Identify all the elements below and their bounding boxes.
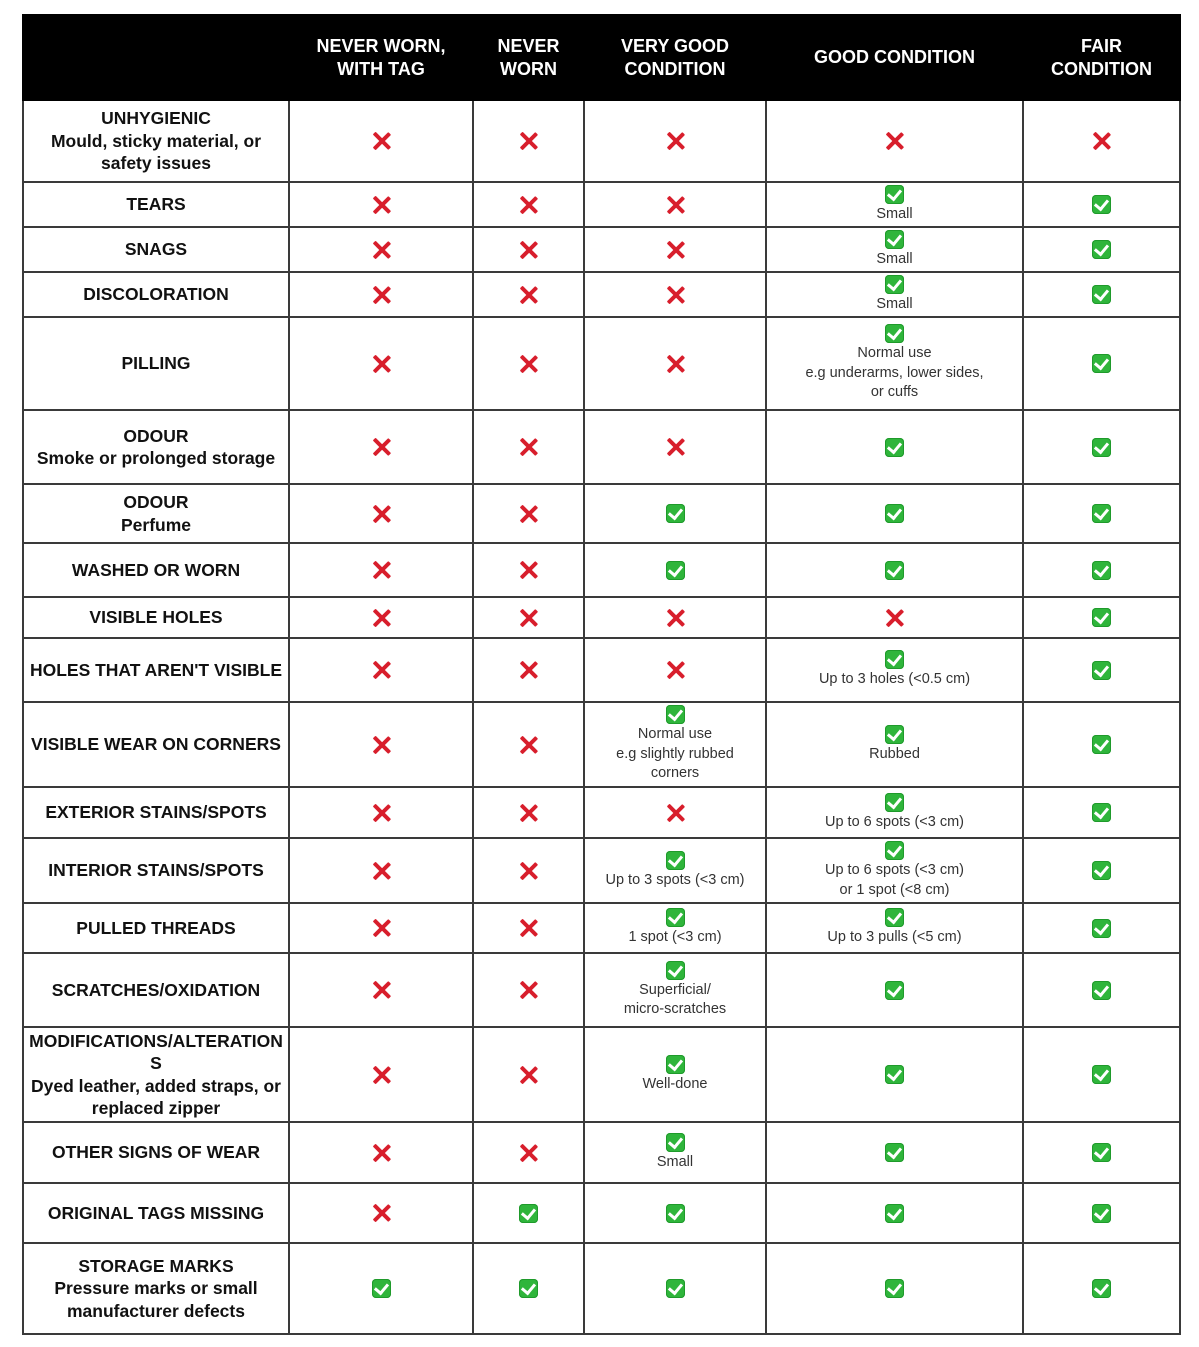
table-body xyxy=(23,100,1180,1334)
green-check-icon xyxy=(666,504,685,523)
row-label xyxy=(23,182,289,227)
row-title: DISCOLORATION xyxy=(83,284,229,305)
row-label xyxy=(23,1027,289,1122)
condition-cell xyxy=(584,1027,766,1122)
table-row xyxy=(23,100,1180,182)
condition-cell xyxy=(473,100,584,182)
row-title: WASHED OR WORN xyxy=(71,559,241,580)
red-x-icon xyxy=(519,560,539,580)
condition-cell xyxy=(584,100,766,182)
table-row xyxy=(23,787,1180,838)
row-label xyxy=(23,410,289,484)
red-x-icon xyxy=(519,437,539,457)
condition-cell xyxy=(289,100,473,182)
condition-cell xyxy=(584,787,766,838)
table-row xyxy=(23,410,1180,484)
red-x-icon xyxy=(665,285,685,305)
condition-cell xyxy=(473,484,584,543)
cell-note: Normal use xyxy=(857,345,932,362)
green-check-icon xyxy=(666,961,685,980)
red-x-icon xyxy=(665,437,685,457)
cell-note: or 1 spot (<8 cm) xyxy=(839,881,950,898)
table-row xyxy=(23,1243,1180,1334)
condition-cell xyxy=(766,317,1023,410)
column-header-label: NEVER xyxy=(497,35,560,56)
red-x-icon xyxy=(519,195,539,215)
red-x-icon xyxy=(371,1065,391,1085)
red-x-icon xyxy=(665,660,685,680)
condition-cell xyxy=(766,182,1023,227)
red-x-icon xyxy=(371,240,391,260)
table-row xyxy=(23,903,1180,953)
row-title: STORAGE MARKS xyxy=(78,1255,234,1276)
red-x-icon xyxy=(371,1143,391,1163)
cell-note: Small xyxy=(876,295,913,312)
condition-cell xyxy=(473,953,584,1027)
condition-cell xyxy=(584,1243,766,1334)
cell-note: or cuffs xyxy=(870,384,919,401)
green-check-icon xyxy=(885,324,904,343)
row-title: SNAGS xyxy=(124,239,188,260)
row-title: OTHER SIGNS OF WEAR xyxy=(51,1142,261,1163)
green-check-icon xyxy=(1092,1065,1111,1084)
condition-cell xyxy=(289,1243,473,1334)
condition-cell xyxy=(766,597,1023,638)
condition-cell xyxy=(473,838,584,903)
row-label xyxy=(23,638,289,702)
green-check-icon xyxy=(1092,240,1111,259)
row-subtitle: Dyed leather, added straps, or replaced zipper xyxy=(31,1075,281,1118)
green-check-icon xyxy=(666,1055,685,1074)
red-x-icon xyxy=(665,131,685,151)
table-row xyxy=(23,1122,1180,1183)
column-header-good xyxy=(766,15,1023,100)
table-row xyxy=(23,838,1180,903)
cell-note: e.g underarms, lower sides, xyxy=(805,364,984,381)
green-check-icon xyxy=(1092,803,1111,822)
condition-cell xyxy=(289,702,473,787)
red-x-icon xyxy=(371,560,391,580)
green-check-icon xyxy=(1092,661,1111,680)
condition-cell xyxy=(289,227,473,272)
column-header-never-worn xyxy=(473,15,584,100)
red-x-icon xyxy=(665,240,685,260)
row-title: SCRATCHES/OXIDATION xyxy=(51,979,261,1000)
condition-cell xyxy=(766,638,1023,702)
condition-cell xyxy=(1023,1243,1180,1334)
condition-cell xyxy=(584,838,766,903)
red-x-icon xyxy=(665,608,685,628)
table-row xyxy=(23,317,1180,410)
cell-note: 1 spot (<3 cm) xyxy=(628,929,722,946)
row-title: VISIBLE HOLES xyxy=(89,607,223,628)
condition-cell xyxy=(766,1243,1023,1334)
condition-cell xyxy=(1023,953,1180,1027)
condition-cell xyxy=(473,638,584,702)
condition-cell xyxy=(1023,484,1180,543)
red-x-icon xyxy=(371,735,391,755)
green-check-icon xyxy=(666,1133,685,1152)
row-title: PULLED THREADS xyxy=(76,917,236,938)
condition-cell xyxy=(289,317,473,410)
red-x-icon xyxy=(371,285,391,305)
red-x-icon xyxy=(885,608,905,628)
condition-cell xyxy=(473,317,584,410)
green-check-icon xyxy=(885,561,904,580)
red-x-icon xyxy=(519,285,539,305)
condition-cell xyxy=(584,953,766,1027)
row-label xyxy=(23,1183,289,1243)
condition-cell xyxy=(584,702,766,787)
cell-note: Well-done xyxy=(642,1075,708,1092)
red-x-icon xyxy=(371,195,391,215)
condition-cell xyxy=(584,484,766,543)
red-x-icon xyxy=(371,608,391,628)
row-title: MODIFICATIONS/ALTERATIONS xyxy=(29,1030,283,1073)
condition-cell xyxy=(473,543,584,597)
condition-cell xyxy=(766,1027,1023,1122)
cell-note: e.g slightly rubbed xyxy=(616,745,734,762)
condition-cell xyxy=(584,1122,766,1183)
cell-note: Superficial/ xyxy=(639,981,711,998)
red-x-icon xyxy=(519,354,539,374)
condition-cell xyxy=(584,903,766,953)
row-label xyxy=(23,227,289,272)
table-row xyxy=(23,597,1180,638)
green-check-icon xyxy=(1092,504,1111,523)
condition-cell xyxy=(766,410,1023,484)
green-check-icon xyxy=(885,793,904,812)
condition-cell xyxy=(584,638,766,702)
red-x-icon xyxy=(519,1143,539,1163)
row-title: ODOUR xyxy=(123,425,189,446)
condition-cell xyxy=(766,1122,1023,1183)
green-check-icon xyxy=(885,275,904,294)
red-x-icon xyxy=(519,504,539,524)
condition-cell xyxy=(473,182,584,227)
row-title: ODOUR xyxy=(123,492,189,512)
column-header-label: WITH TAG xyxy=(337,58,425,79)
condition-cell xyxy=(1023,543,1180,597)
condition-cell xyxy=(584,597,766,638)
condition-cell xyxy=(289,638,473,702)
condition-cell xyxy=(473,272,584,317)
cell-note: Small xyxy=(876,250,913,267)
row-label xyxy=(23,597,289,638)
cell-note: corners xyxy=(650,765,700,782)
condition-cell xyxy=(289,903,473,953)
green-check-icon xyxy=(666,851,685,870)
condition-cell xyxy=(289,1027,473,1122)
row-subtitle: Perfume xyxy=(120,514,192,535)
cell-note: Up to 6 spots (<3 cm) xyxy=(824,813,964,830)
condition-cell xyxy=(289,182,473,227)
cell-note: Normal use xyxy=(637,726,713,743)
table-row xyxy=(23,182,1180,227)
condition-cell xyxy=(473,1183,584,1243)
green-check-icon xyxy=(1092,735,1111,754)
green-check-icon xyxy=(1092,561,1111,580)
row-title: UNHYGIENIC xyxy=(101,108,211,129)
condition-cell xyxy=(766,953,1023,1027)
red-x-icon xyxy=(519,918,539,938)
condition-cell xyxy=(1023,227,1180,272)
red-x-icon xyxy=(519,861,539,881)
condition-cell xyxy=(766,787,1023,838)
red-x-icon xyxy=(371,131,391,151)
condition-cell xyxy=(289,1183,473,1243)
red-x-icon xyxy=(519,980,539,1000)
red-x-icon xyxy=(371,437,391,457)
green-check-icon xyxy=(519,1204,538,1223)
red-x-icon xyxy=(371,354,391,374)
green-check-icon xyxy=(1092,1204,1111,1223)
condition-cell xyxy=(584,272,766,317)
condition-cell xyxy=(766,702,1023,787)
condition-cell xyxy=(766,543,1023,597)
column-header-label: NEVER WORN, xyxy=(316,35,446,56)
green-check-icon xyxy=(885,725,904,744)
table-row xyxy=(23,1183,1180,1243)
condition-cell xyxy=(473,1027,584,1122)
table-row xyxy=(23,702,1180,787)
table-row xyxy=(23,227,1180,272)
condition-cell xyxy=(473,787,584,838)
row-title: HOLES THAT AREN'T VISIBLE xyxy=(29,659,283,680)
row-title: PILLING xyxy=(121,353,191,374)
condition-cell xyxy=(473,702,584,787)
table-row xyxy=(23,953,1180,1027)
row-subtitle: Smoke or prolonged storage xyxy=(36,448,276,468)
row-title: VISIBLE WEAR ON CORNERS xyxy=(31,734,281,755)
row-label xyxy=(23,903,289,953)
condition-cell xyxy=(289,838,473,903)
row-subtitle: Pressure marks or small manufacturer defects xyxy=(54,1278,258,1321)
cell-note: Small xyxy=(656,1153,694,1170)
row-label xyxy=(23,543,289,597)
condition-cell xyxy=(584,182,766,227)
column-header-very-good xyxy=(584,15,766,100)
row-title: TEARS xyxy=(126,194,186,215)
column-header-criteria xyxy=(23,15,289,100)
condition-cell xyxy=(289,597,473,638)
green-check-icon xyxy=(1092,195,1111,214)
green-check-icon xyxy=(1092,285,1111,304)
condition-cell xyxy=(289,484,473,543)
green-check-icon xyxy=(885,185,904,204)
cell-note: Up to 3 spots (<3 cm) xyxy=(605,871,745,888)
row-title: EXTERIOR STAINS/SPOTS xyxy=(45,802,267,823)
green-check-icon xyxy=(885,504,904,523)
green-check-icon xyxy=(666,705,685,724)
red-x-icon xyxy=(519,660,539,680)
red-x-icon xyxy=(665,195,685,215)
condition-cell xyxy=(473,1243,584,1334)
condition-cell xyxy=(473,597,584,638)
condition-cell xyxy=(473,227,584,272)
condition-cell xyxy=(1023,838,1180,903)
condition-cell xyxy=(766,484,1023,543)
green-check-icon xyxy=(666,561,685,580)
condition-cell xyxy=(584,227,766,272)
column-header-fair xyxy=(1023,15,1180,100)
row-label xyxy=(23,953,289,1027)
green-check-icon xyxy=(666,1279,685,1298)
green-check-icon xyxy=(666,908,685,927)
condition-cell xyxy=(1023,100,1180,182)
column-header-never-worn-with-tag xyxy=(289,15,473,100)
condition-cell xyxy=(289,787,473,838)
condition-cell xyxy=(1023,182,1180,227)
red-x-icon xyxy=(665,803,685,823)
green-check-icon xyxy=(885,230,904,249)
red-x-icon xyxy=(371,980,391,1000)
green-check-icon xyxy=(1092,981,1111,1000)
column-header-label: GOOD CONDITION xyxy=(814,47,975,67)
condition-cell xyxy=(473,903,584,953)
table-row xyxy=(23,272,1180,317)
row-label xyxy=(23,1243,289,1334)
condition-cell xyxy=(766,272,1023,317)
red-x-icon xyxy=(371,1203,391,1223)
condition-cell xyxy=(584,1183,766,1243)
red-x-icon xyxy=(519,803,539,823)
green-check-icon xyxy=(885,841,904,860)
cell-note: Up to 3 pulls (<5 cm) xyxy=(827,929,962,946)
row-title: INTERIOR STAINS/SPOTS xyxy=(48,860,264,881)
condition-grading-table xyxy=(22,14,1181,1335)
green-check-icon xyxy=(1092,1143,1111,1162)
condition-cell xyxy=(1023,1122,1180,1183)
green-check-icon xyxy=(1092,861,1111,880)
cell-note: Up to 6 spots (<3 cm) xyxy=(824,862,964,878)
green-check-icon xyxy=(885,650,904,669)
condition-cell xyxy=(766,838,1023,903)
green-check-icon xyxy=(1092,1279,1111,1298)
red-x-icon xyxy=(665,354,685,374)
row-label xyxy=(23,787,289,838)
row-label xyxy=(23,272,289,317)
green-check-icon xyxy=(372,1279,391,1298)
row-label xyxy=(23,1122,289,1183)
condition-cell xyxy=(289,272,473,317)
row-subtitle: Mould, sticky material, or safety issues xyxy=(50,130,262,174)
green-check-icon xyxy=(1092,919,1111,938)
table-row xyxy=(23,484,1180,543)
condition-cell xyxy=(473,410,584,484)
condition-cell xyxy=(1023,903,1180,953)
red-x-icon xyxy=(371,504,391,524)
condition-cell xyxy=(584,543,766,597)
condition-cell xyxy=(584,317,766,410)
green-check-icon xyxy=(666,1204,685,1223)
green-check-icon xyxy=(885,1065,904,1084)
condition-cell xyxy=(1023,702,1180,787)
column-header-label: VERY GOOD xyxy=(620,35,730,56)
column-header-label: CONDITION xyxy=(1051,58,1152,79)
red-x-icon xyxy=(519,131,539,151)
cell-note: Rubbed xyxy=(869,745,920,762)
red-x-icon xyxy=(371,660,391,680)
row-label xyxy=(23,702,289,787)
red-x-icon xyxy=(1092,131,1112,151)
green-check-icon xyxy=(1092,354,1111,373)
cell-note: micro-scratches xyxy=(623,1001,727,1017)
red-x-icon xyxy=(519,240,539,260)
condition-cell xyxy=(584,410,766,484)
green-check-icon xyxy=(885,1143,904,1162)
condition-cell xyxy=(766,227,1023,272)
row-title: ORIGINAL TAGS MISSING xyxy=(47,1202,265,1223)
column-header-label: FAIR xyxy=(1080,35,1122,56)
condition-cell xyxy=(289,953,473,1027)
condition-cell xyxy=(473,1122,584,1183)
condition-cell xyxy=(1023,638,1180,702)
green-check-icon xyxy=(519,1279,538,1298)
condition-cell xyxy=(1023,597,1180,638)
red-x-icon xyxy=(885,131,905,151)
condition-cell xyxy=(1023,1183,1180,1243)
green-check-icon xyxy=(1092,438,1111,457)
header-row xyxy=(23,15,1180,100)
red-x-icon xyxy=(519,1065,539,1085)
condition-cell xyxy=(289,1122,473,1183)
condition-cell xyxy=(1023,410,1180,484)
table-row xyxy=(23,1027,1180,1122)
red-x-icon xyxy=(371,803,391,823)
condition-cell xyxy=(1023,787,1180,838)
green-check-icon xyxy=(1092,608,1111,627)
green-check-icon xyxy=(885,981,904,1000)
column-header-label: CONDITION xyxy=(624,58,726,79)
green-check-icon xyxy=(885,438,904,457)
condition-cell xyxy=(289,543,473,597)
condition-cell xyxy=(766,100,1023,182)
column-header-label: WORN xyxy=(500,58,557,79)
green-check-icon xyxy=(885,1204,904,1223)
condition-cell xyxy=(289,410,473,484)
row-label xyxy=(23,484,289,543)
condition-cell xyxy=(1023,272,1180,317)
red-x-icon xyxy=(371,861,391,881)
table-row xyxy=(23,543,1180,597)
cell-note: Small xyxy=(876,205,913,222)
red-x-icon xyxy=(371,918,391,938)
green-check-icon xyxy=(885,1279,904,1298)
condition-cell xyxy=(1023,317,1180,410)
red-x-icon xyxy=(519,608,539,628)
row-label xyxy=(23,100,289,182)
condition-cell xyxy=(1023,1027,1180,1122)
row-label xyxy=(23,838,289,903)
cell-note: Up to 3 holes (<0.5 cm) xyxy=(818,671,971,688)
red-x-icon xyxy=(519,735,539,755)
green-check-icon xyxy=(885,908,904,927)
table-row xyxy=(23,638,1180,702)
condition-cell xyxy=(766,1183,1023,1243)
condition-cell xyxy=(766,903,1023,953)
row-label xyxy=(23,317,289,410)
